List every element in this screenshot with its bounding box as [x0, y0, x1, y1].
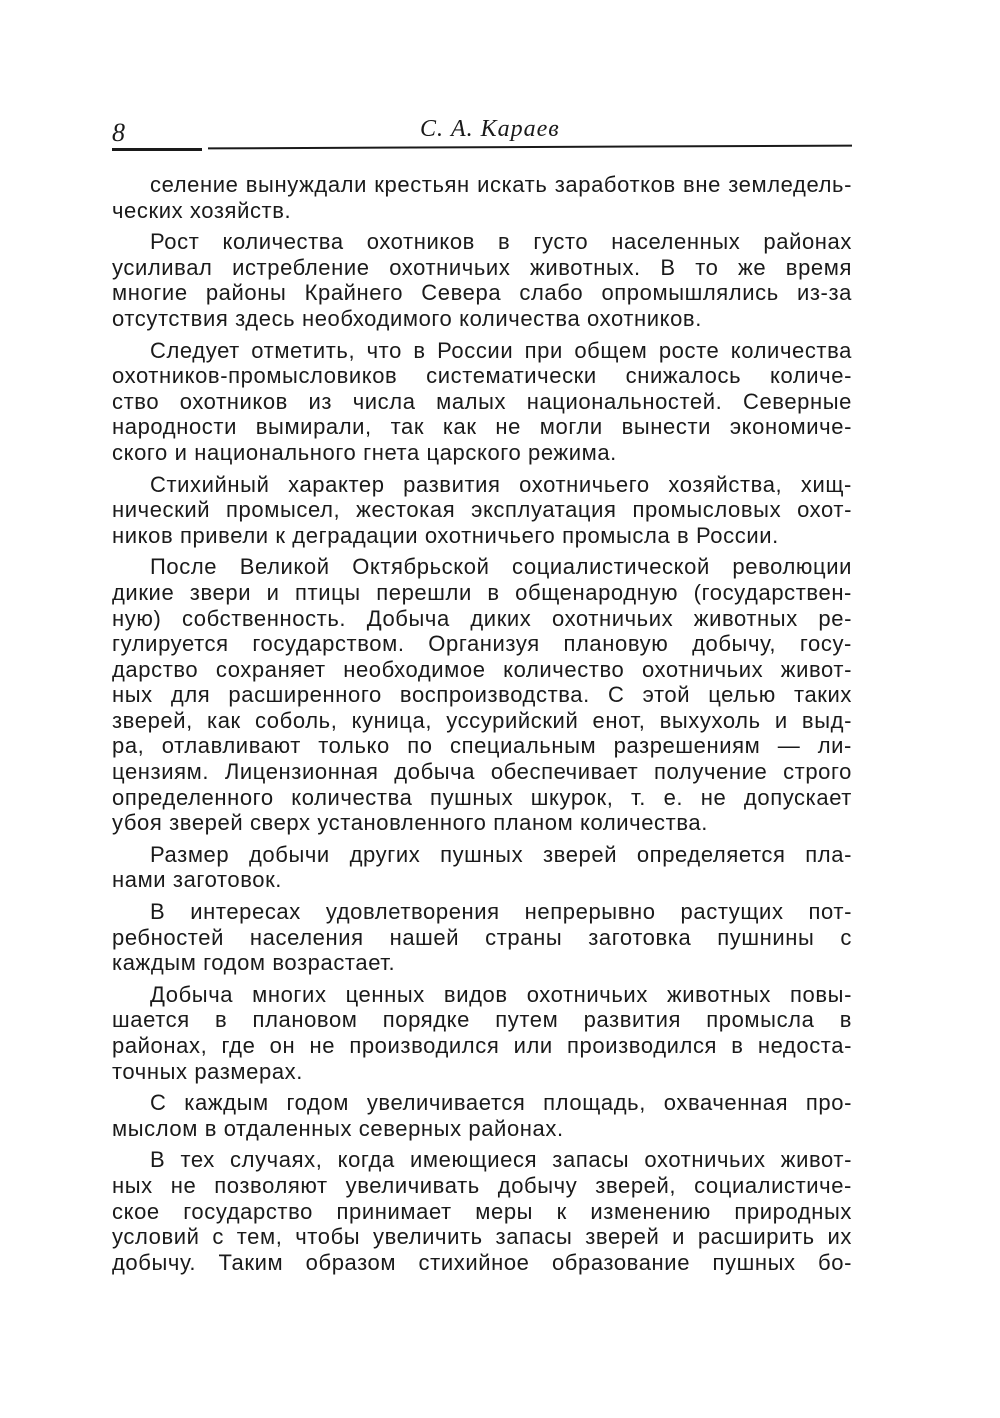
text-line: ра, отлавливают только по специальным разрешениям — ли- [112, 733, 852, 759]
text-line: мыслом в отдаленных северных районах. [112, 1115, 564, 1141]
header-rule-left [112, 148, 202, 151]
text-line: отсутствия здесь необходимого количества охотников. [112, 305, 702, 331]
page-number: 8 [112, 118, 125, 147]
paragraph [112, 554, 852, 836]
text-line: многие районы Крайнего Севера слабо опромышлялись из-за [112, 280, 852, 306]
text-line: усиливал истребление охотничьих животных. В то же время [112, 254, 852, 280]
text-line: ную) собственность. Добыча диких охотничьих животных ре- [112, 605, 852, 631]
paragraph [112, 472, 852, 549]
text-line: шается в плановом порядке путем развития промысла в [112, 1007, 852, 1033]
paragraph [112, 229, 852, 331]
paragraph [112, 1147, 852, 1275]
text-line: ников привели к деградации охотничьего промысла в России. [112, 522, 779, 548]
text-line: добычу. Таким образом стихийное образование пушных бо- [112, 1249, 852, 1275]
text-line: зверей, как соболь, куница, уссурийский енот, выхухоль и выд- [112, 707, 852, 733]
paragraph [112, 1090, 852, 1141]
text-line: ческих хозяйств. [112, 197, 292, 223]
text-line: районах, где он не производился или производился в недоста- [112, 1033, 852, 1058]
paragraph [112, 172, 852, 223]
text-line: Размер добычи других пушных зверей определяется пла- [150, 841, 852, 867]
text-line: народности вымирали, так как не могли вынести экономиче- [112, 414, 852, 440]
text-line: Добыча многих ценных видов охотничьих животных повы- [150, 981, 852, 1007]
paragraph [112, 899, 852, 976]
text-line: каждым годом возрастает. [112, 950, 396, 976]
text-line: ского и национального гнета царского режима. [112, 439, 617, 465]
running-title: С. А. Караев [420, 116, 560, 142]
text-line: ство охотников из числа малых национальностей. Северные [112, 388, 852, 414]
text-line: ных не позволяют увеличивать добычу зверей, социалистиче- [112, 1172, 852, 1198]
text-line: ных для расширенного воспроизводства. С этой целью таких [112, 682, 852, 708]
text-line: нами заготовок. [112, 867, 283, 893]
text-line: В тех случаях, когда имеющиеся запасы охотничьих живот- [150, 1147, 852, 1173]
paragraph [112, 982, 852, 1084]
text-line: С каждым годом увеличивается площадь, охваченная про- [150, 1090, 852, 1116]
text-line: дарство сохраняет необходимое количество охотничьих живот- [112, 656, 852, 682]
text-line: убоя зверей сверх установленного планом количества. [112, 810, 708, 836]
page-header [112, 114, 852, 154]
text-body [112, 172, 852, 1281]
text-line: После Великой Октябрьской социалистической революции [150, 554, 852, 580]
text-line: дикие звери и птицы перешли в общенародную (государствен- [112, 579, 852, 605]
text-line: охотников-промысловиков систематически снижалось количе- [112, 363, 852, 389]
text-line: В интересах удовлетворения непрерывно растущих пот- [150, 899, 852, 925]
paragraph [112, 842, 852, 893]
text-line: Рост количества охотников в густо населенных районах [150, 229, 852, 255]
text-line: точных размерах. [112, 1058, 303, 1084]
text-line: цензиям. Лицензионная добыча обеспечивает получение строго [112, 759, 852, 785]
text-line: гулируется государством. Организуя плановую добычу, госу- [112, 631, 852, 657]
text-line: нический промысел, жестокая эксплуатация промысловых охот- [112, 497, 852, 523]
text-line: ребностей населения нашей страны заготовка пушнины с [112, 924, 852, 950]
header-rule-right [208, 145, 852, 150]
text-line: Стихийный характер развития охотничьего хозяйства, хищ- [150, 471, 852, 497]
text-line: определенного количества пушных шкурок, т. е. не допускает [112, 784, 852, 810]
text-line: условий с тем, чтобы увеличить запасы зверей и расширить их [112, 1224, 852, 1250]
text-line: ское государство принимает меры к изменению природных [112, 1198, 852, 1224]
text-line: Следует отметить, что в России при общем росте количества [150, 337, 852, 363]
paragraph [112, 338, 852, 466]
text-line: селение вынуждали крестьян искать заработков вне земледель- [150, 172, 852, 197]
